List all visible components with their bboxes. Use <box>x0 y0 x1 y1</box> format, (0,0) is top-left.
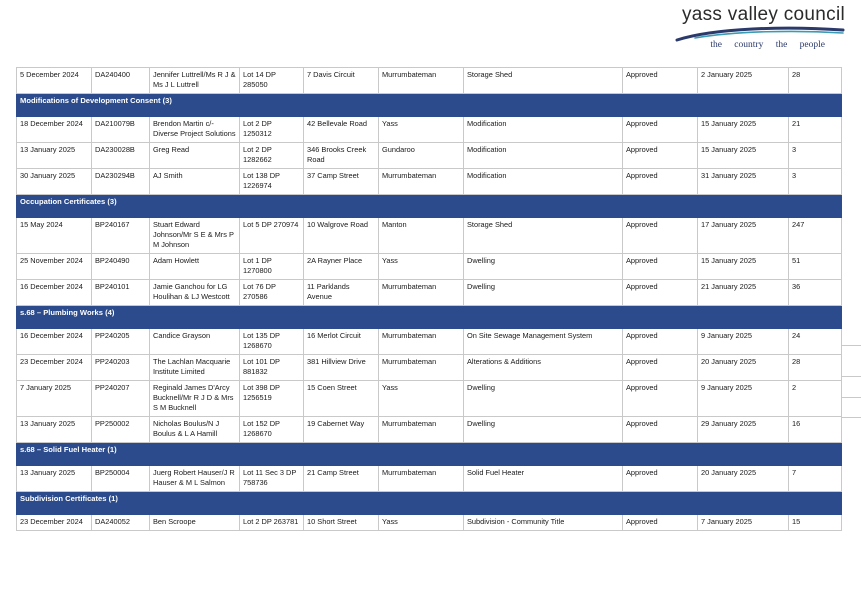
cell-date-determined: 9 January 2025 <box>698 381 789 417</box>
table-row <box>17 515 842 531</box>
cell-application-no: BP240167 <box>92 218 150 254</box>
cell-status: Approved <box>623 169 698 195</box>
cell-applicant: Candice Grayson <box>150 329 240 355</box>
table-row <box>17 169 842 195</box>
cell-application-no: PP240203 <box>92 355 150 381</box>
cell-address: 37 Camp Street <box>304 169 379 195</box>
row-overflow-line <box>841 417 861 418</box>
cell-days: 36 <box>789 280 842 306</box>
section-header <box>17 443 842 466</box>
cell-status: Approved <box>623 466 698 492</box>
cell-status: Approved <box>623 218 698 254</box>
cell-applicant: Jamie Ganchou for LG Houlihan & LJ Westcott <box>150 280 240 306</box>
cell-lot-dp: Lot 2 DP 263781 <box>240 515 304 531</box>
cell-days: 247 <box>789 218 842 254</box>
cell-address: 21 Camp Street <box>304 466 379 492</box>
cell-applicant: Greg Read <box>150 143 240 169</box>
table-row <box>17 466 842 492</box>
cell-locality: Yass <box>379 381 464 417</box>
cell-application-no: DA230294B <box>92 169 150 195</box>
cell-description: Dwelling <box>464 280 623 306</box>
cell-application-no: BP250004 <box>92 466 150 492</box>
cell-address: 10 Short Street <box>304 515 379 531</box>
cell-status: Approved <box>623 329 698 355</box>
cell-date-received: 30 January 2025 <box>17 169 92 195</box>
cell-status: Approved <box>623 515 698 531</box>
cell-days: 21 <box>789 117 842 143</box>
table-body <box>17 68 842 531</box>
cell-lot-dp: Lot 14 DP 285050 <box>240 68 304 94</box>
table-row <box>17 417 842 443</box>
cell-locality: Murrumbateman <box>379 466 464 492</box>
cell-locality: Murrumbateman <box>379 329 464 355</box>
cell-description: Modification <box>464 169 623 195</box>
section-title: s.68 – Solid Fuel Heater (1) <box>17 443 842 466</box>
cell-days: 16 <box>789 417 842 443</box>
cell-status: Approved <box>623 280 698 306</box>
cell-address: 381 Hillview Drive <box>304 355 379 381</box>
cell-days: 7 <box>789 466 842 492</box>
logo-tagline: the country the people <box>710 40 825 50</box>
cell-lot-dp: Lot 101 DP 881832 <box>240 355 304 381</box>
cell-locality: Manton <box>379 218 464 254</box>
cell-date-received: 7 January 2025 <box>17 381 92 417</box>
cell-date-determined: 15 January 2025 <box>698 143 789 169</box>
cell-date-received: 15 May 2024 <box>17 218 92 254</box>
cell-date-received: 13 January 2025 <box>17 143 92 169</box>
cell-status: Approved <box>623 254 698 280</box>
cell-description: Alterations & Additions <box>464 355 623 381</box>
section-header <box>17 492 842 515</box>
cell-status: Approved <box>623 68 698 94</box>
cell-date-received: 25 November 2024 <box>17 254 92 280</box>
cell-status: Approved <box>623 417 698 443</box>
cell-lot-dp: Lot 76 DP 270586 <box>240 280 304 306</box>
cell-status: Approved <box>623 381 698 417</box>
cell-status: Approved <box>623 355 698 381</box>
cell-description: Dwelling <box>464 381 623 417</box>
section-title: s.68 – Plumbing Works (4) <box>17 306 842 329</box>
cell-lot-dp: Lot 2 DP 1250312 <box>240 117 304 143</box>
cell-lot-dp: Lot 135 DP 1268670 <box>240 329 304 355</box>
cell-address: 19 Cabernet Way <box>304 417 379 443</box>
cell-date-determined: 15 January 2025 <box>698 254 789 280</box>
table-row <box>17 355 842 381</box>
cell-days: 15 <box>789 515 842 531</box>
cell-lot-dp: Lot 152 DP 1268670 <box>240 417 304 443</box>
cell-description: Storage Shed <box>464 218 623 254</box>
cell-days: 2 <box>789 381 842 417</box>
cell-application-no: PP240205 <box>92 329 150 355</box>
table-row <box>17 68 842 94</box>
cell-applicant: Adam Howlett <box>150 254 240 280</box>
row-overflow-line <box>841 376 861 377</box>
cell-description: Modification <box>464 143 623 169</box>
cell-applicant: Brendon Martin c/- Diverse Project Solutions <box>150 117 240 143</box>
cell-days: 51 <box>789 254 842 280</box>
cell-application-no: DA210079B <box>92 117 150 143</box>
cell-applicant: The Lachlan Macquarie Institute Limited <box>150 355 240 381</box>
cell-address: 7 Davis Circuit <box>304 68 379 94</box>
cell-application-no: PP240207 <box>92 381 150 417</box>
cell-date-determined: 7 January 2025 <box>698 515 789 531</box>
table-row <box>17 117 842 143</box>
cell-description: Storage Shed <box>464 68 623 94</box>
table-row <box>17 143 842 169</box>
cell-applicant: Jennifer Luttrell/Ms R J & Ms J L Luttrell <box>150 68 240 94</box>
cell-address: 11 Parklands Avenue <box>304 280 379 306</box>
cell-application-no: DA240052 <box>92 515 150 531</box>
cell-lot-dp: Lot 398 DP 1256519 <box>240 381 304 417</box>
cell-days: 3 <box>789 169 842 195</box>
cell-locality: Yass <box>379 515 464 531</box>
cell-lot-dp: Lot 138 DP 1226974 <box>240 169 304 195</box>
section-header <box>17 306 842 329</box>
section-header <box>17 94 842 117</box>
cell-address: 16 Merlot Circuit <box>304 329 379 355</box>
cell-date-determined: 20 January 2025 <box>698 355 789 381</box>
table-row <box>17 329 842 355</box>
cell-application-no: BP240101 <box>92 280 150 306</box>
cell-application-no: DA240400 <box>92 68 150 94</box>
cell-locality: Yass <box>379 254 464 280</box>
cell-address: 10 Walgrove Road <box>304 218 379 254</box>
table-row <box>17 280 842 306</box>
section-header <box>17 195 842 218</box>
cell-description: Solid Fuel Heater <box>464 466 623 492</box>
cell-description: Dwelling <box>464 417 623 443</box>
cell-date-received: 16 December 2024 <box>17 329 92 355</box>
cell-date-determined: 31 January 2025 <box>698 169 789 195</box>
cell-address: 2A Rayner Place <box>304 254 379 280</box>
cell-applicant: Juerg Robert Hauser/J R Hauser & M L Salmon <box>150 466 240 492</box>
cell-date-determined: 29 January 2025 <box>698 417 789 443</box>
cell-description: Dwelling <box>464 254 623 280</box>
council-logo <box>669 4 849 50</box>
cell-applicant: Stuart Edward Johnson/Mr S E & Mrs P M Johnson <box>150 218 240 254</box>
table-row <box>17 218 842 254</box>
cell-date-received: 13 January 2025 <box>17 466 92 492</box>
cell-status: Approved <box>623 117 698 143</box>
cell-description: Subdivision - Community Title <box>464 515 623 531</box>
cell-locality: Murrumbateman <box>379 169 464 195</box>
cell-description: On Site Sewage Management System <box>464 329 623 355</box>
cell-application-no: PP250002 <box>92 417 150 443</box>
cell-date-determined: 17 January 2025 <box>698 218 789 254</box>
cell-date-received: 13 January 2025 <box>17 417 92 443</box>
cell-date-determined: 9 January 2025 <box>698 329 789 355</box>
cell-applicant: AJ Smith <box>150 169 240 195</box>
cell-address: 346 Brooks Creek Road <box>304 143 379 169</box>
cell-locality: Murrumbateman <box>379 355 464 381</box>
cell-date-determined: 15 January 2025 <box>698 117 789 143</box>
cell-lot-dp: Lot 5 DP 270974 <box>240 218 304 254</box>
section-title: Modifications of Development Consent (3) <box>17 94 842 117</box>
cell-lot-dp: Lot 1 DP 1270800 <box>240 254 304 280</box>
cell-date-received: 23 December 2024 <box>17 355 92 381</box>
cell-days: 28 <box>789 68 842 94</box>
row-overflow-line <box>841 397 861 398</box>
cell-application-no: DA230028B <box>92 143 150 169</box>
cell-date-received: 23 December 2024 <box>17 515 92 531</box>
logo-wordmark: yass valley council <box>681 4 845 25</box>
cell-date-received: 18 December 2024 <box>17 117 92 143</box>
cell-application-no: BP240490 <box>92 254 150 280</box>
cell-date-determined: 20 January 2025 <box>698 466 789 492</box>
cell-days: 3 <box>789 143 842 169</box>
cell-address: 15 Coen Street <box>304 381 379 417</box>
cell-date-determined: 2 January 2025 <box>698 68 789 94</box>
cell-applicant: Ben Scroope <box>150 515 240 531</box>
cell-locality: Murrumbateman <box>379 280 464 306</box>
cell-locality: Gundaroo <box>379 143 464 169</box>
cell-status: Approved <box>623 143 698 169</box>
table-row <box>17 381 842 417</box>
cell-days: 24 <box>789 329 842 355</box>
cell-applicant: Reginald James D'Arcy Bucknell/Mr R J D & Mrs S M Bucknell <box>150 381 240 417</box>
cell-date-received: 16 December 2024 <box>17 280 92 306</box>
cell-days: 28 <box>789 355 842 381</box>
cell-date-determined: 21 January 2025 <box>698 280 789 306</box>
cell-locality: Murrumbateman <box>379 417 464 443</box>
cell-date-received: 5 December 2024 <box>17 68 92 94</box>
cell-locality: Murrumbateman <box>379 68 464 94</box>
row-overflow-line <box>841 345 861 346</box>
cell-lot-dp: Lot 2 DP 1282662 <box>240 143 304 169</box>
cell-address: 42 Bellevale Road <box>304 117 379 143</box>
cell-locality: Yass <box>379 117 464 143</box>
table-row <box>17 254 842 280</box>
development-applications-table <box>16 67 842 531</box>
section-title: Subdivision Certificates (1) <box>17 492 842 515</box>
cell-applicant: Nicholas Boulus/N J Boulus & L A Hamill <box>150 417 240 443</box>
section-title: Occupation Certificates (3) <box>17 195 842 218</box>
cell-lot-dp: Lot 11 Sec 3 DP 758736 <box>240 466 304 492</box>
cell-description: Modification <box>464 117 623 143</box>
